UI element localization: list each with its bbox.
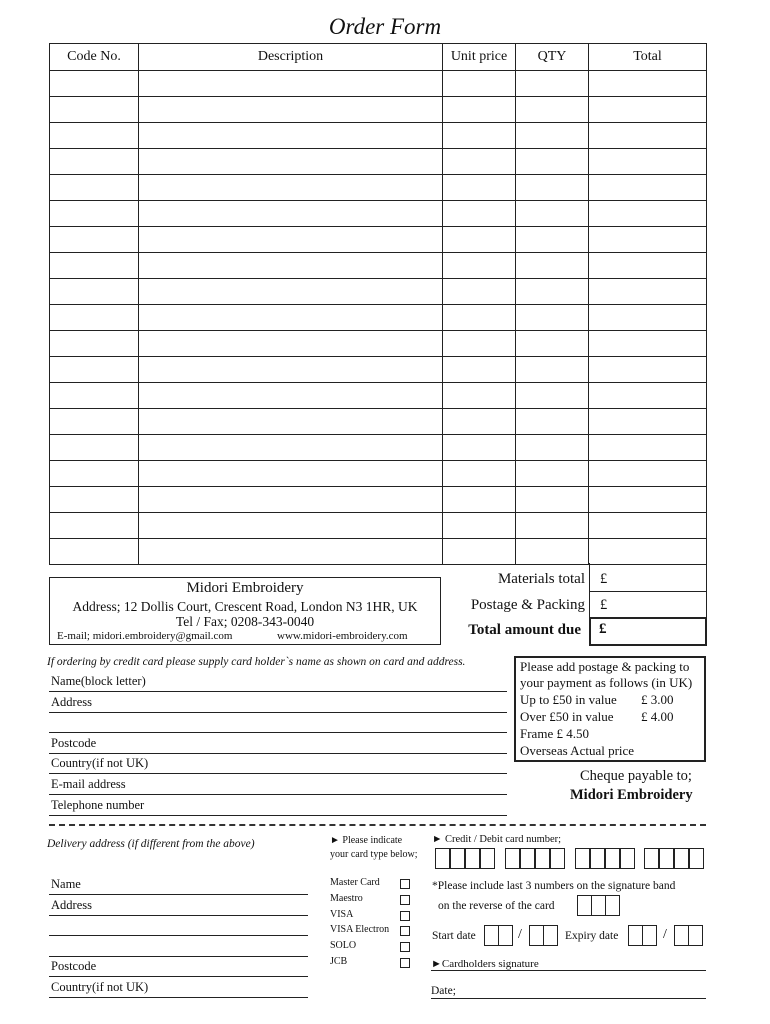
cell-total[interactable]: [589, 487, 707, 513]
cell-qty[interactable]: [516, 331, 589, 357]
card-type-checkbox[interactable]: [400, 879, 410, 889]
cell-qty[interactable]: [516, 279, 589, 305]
card-number-digit[interactable]: [435, 848, 450, 869]
card-number-digit[interactable]: [590, 848, 605, 869]
card-type-label: Maestro: [330, 892, 363, 904]
cell-unit-price[interactable]: [443, 513, 516, 539]
cell-qty[interactable]: [516, 175, 589, 201]
cell-total[interactable]: [589, 97, 707, 123]
start-month-1[interactable]: [484, 925, 499, 946]
cell-total[interactable]: [589, 461, 707, 487]
cell-code[interactable]: [50, 539, 139, 565]
date-label: Date;: [431, 985, 456, 997]
card-number-digit[interactable]: [505, 848, 520, 869]
card-number-digit[interactable]: [575, 848, 590, 869]
table-row: [50, 71, 707, 97]
cell-description[interactable]: [139, 487, 443, 513]
card-number-digit[interactable]: [620, 848, 635, 869]
cell-code[interactable]: [50, 357, 139, 383]
card-number-digit[interactable]: [659, 848, 674, 869]
cell-unit-price[interactable]: [443, 461, 516, 487]
cell-description[interactable]: [139, 175, 443, 201]
delivery-field-label: Name: [51, 877, 81, 891]
postage-frame: Frame £ 4.50: [520, 726, 589, 741]
table-row: [50, 97, 707, 123]
cell-description[interactable]: [139, 97, 443, 123]
cell-qty[interactable]: [516, 487, 589, 513]
cell-description[interactable]: [139, 253, 443, 279]
cell-code[interactable]: [50, 227, 139, 253]
cell-description[interactable]: [139, 513, 443, 539]
card-type-checkbox[interactable]: [400, 895, 410, 905]
security-note-2: on the reverse of the card: [438, 900, 555, 912]
customer-field-label: Address: [51, 694, 92, 709]
cell-unit-price[interactable]: [443, 305, 516, 331]
cell-description[interactable]: [139, 227, 443, 253]
cell-total[interactable]: [589, 513, 707, 539]
postage-line-1: Please add postage & packing to: [520, 659, 690, 674]
cell-unit-price[interactable]: [443, 435, 516, 461]
page-title: Order Form: [328, 14, 442, 39]
cell-qty[interactable]: [516, 253, 589, 279]
cell-total[interactable]: [589, 227, 707, 253]
security-digit-2[interactable]: [591, 895, 606, 916]
company-email: E-mail; midori.embroidery@gmail.com: [57, 630, 233, 642]
customer-field-line[interactable]: [49, 712, 507, 713]
cell-code[interactable]: [50, 279, 139, 305]
cell-code[interactable]: [50, 487, 139, 513]
cell-total[interactable]: [589, 201, 707, 227]
customer-field-line[interactable]: [49, 773, 507, 774]
cell-description[interactable]: [139, 331, 443, 357]
card-number-digit[interactable]: [674, 848, 689, 869]
cell-code[interactable]: [50, 201, 139, 227]
cell-code[interactable]: [50, 253, 139, 279]
cell-unit-price[interactable]: [443, 357, 516, 383]
card-number-digit[interactable]: [465, 848, 480, 869]
company-name: Midori Embroidery: [186, 580, 304, 596]
postage-row1-value: £ 3.00: [641, 692, 674, 707]
cell-qty[interactable]: [516, 383, 589, 409]
customer-field-label: Telephone number: [51, 797, 145, 812]
postage-line-2: your payment as follows (in UK): [520, 675, 693, 690]
date-line[interactable]: [431, 998, 706, 999]
cell-qty[interactable]: [516, 227, 589, 253]
security-note-1: *Please include last 3 numbers on the signature band: [432, 880, 676, 892]
expiry-month-1[interactable]: [628, 925, 643, 946]
cell-qty[interactable]: [516, 409, 589, 435]
card-type-checkbox[interactable]: [400, 958, 410, 968]
cell-unit-price[interactable]: [443, 279, 516, 305]
materials-total-currency: £: [600, 571, 608, 587]
delivery-field-line[interactable]: [49, 997, 308, 998]
table-row: [50, 383, 707, 409]
total-amount-currency: £: [599, 621, 607, 637]
card-type-label: SOLO: [330, 940, 357, 952]
company-address: Address; 12 Dollis Court, Crescent Road, London N3 1HR, UK: [72, 599, 418, 614]
cell-qty[interactable]: [516, 97, 589, 123]
start-month-2[interactable]: [498, 925, 513, 946]
table-row: [50, 357, 707, 383]
start-year-1[interactable]: [529, 925, 544, 946]
table-row: [50, 149, 707, 175]
table-row: [50, 539, 707, 565]
cell-total[interactable]: [589, 331, 707, 357]
card-number-digit[interactable]: [689, 848, 704, 869]
table-row: [50, 279, 707, 305]
card-type-prompt-1: ► Please indicate: [330, 835, 403, 846]
table-row: [50, 461, 707, 487]
totals-right-border: [706, 563, 707, 618]
cell-unit-price[interactable]: [443, 149, 516, 175]
delivery-label: Delivery address (if different from the above): [47, 838, 255, 850]
start-year-2[interactable]: [543, 925, 558, 946]
cell-qty[interactable]: [516, 435, 589, 461]
cell-unit-price[interactable]: [443, 409, 516, 435]
order-table: [49, 43, 707, 565]
cell-description[interactable]: [139, 539, 443, 565]
cell-qty[interactable]: [516, 123, 589, 149]
card-type-checkbox[interactable]: [400, 926, 410, 936]
col-header-total: Total: [589, 44, 707, 71]
customer-field-line[interactable]: [49, 691, 507, 692]
card-type-label: VISA: [330, 908, 354, 920]
cell-description[interactable]: [139, 71, 443, 97]
col-header-description: Description: [139, 44, 443, 71]
delivery-field-line[interactable]: [49, 935, 308, 936]
card-note: If ordering by credit card please supply card holder`s name as shown on card and address.: [47, 656, 466, 668]
cell-total[interactable]: [589, 305, 707, 331]
cell-description[interactable]: [139, 279, 443, 305]
cell-total[interactable]: [589, 149, 707, 175]
card-type-label: Master Card: [330, 877, 380, 888]
cell-qty[interactable]: [516, 357, 589, 383]
cell-description[interactable]: [139, 435, 443, 461]
card-type-checkbox[interactable]: [400, 911, 410, 921]
start-date-label: Start date: [432, 930, 476, 942]
cell-total[interactable]: [589, 435, 707, 461]
cell-code[interactable]: [50, 175, 139, 201]
cell-total[interactable]: [589, 123, 707, 149]
cell-code[interactable]: [50, 305, 139, 331]
cell-description[interactable]: [139, 461, 443, 487]
cell-unit-price[interactable]: [443, 97, 516, 123]
cheque-payee: Midori Embroidery: [570, 787, 693, 803]
cell-code[interactable]: [50, 97, 139, 123]
cell-unit-price[interactable]: [443, 487, 516, 513]
card-type-label: JCB: [330, 956, 348, 967]
card-type-label: VISA Electron: [330, 924, 390, 936]
customer-field-line[interactable]: [49, 732, 507, 733]
cell-code[interactable]: [50, 71, 139, 97]
card-type-prompt-2: your card type below;: [330, 849, 418, 860]
customer-field-label: Name(block letter): [51, 674, 146, 688]
customer-field-label: Postcode: [51, 735, 97, 750]
cell-unit-price[interactable]: [443, 383, 516, 409]
cell-code[interactable]: [50, 149, 139, 175]
total-amount-label: Total amount due: [468, 622, 581, 638]
delivery-field-line[interactable]: [49, 915, 308, 916]
signature-label: ►Cardholders signature: [431, 958, 539, 970]
col-header-qty: QTY: [516, 44, 589, 71]
signature-line[interactable]: [431, 970, 706, 971]
cell-unit-price[interactable]: [443, 227, 516, 253]
cell-qty[interactable]: [516, 461, 589, 487]
postage-label: Postage & Packing: [470, 597, 585, 613]
delivery-field-line[interactable]: [49, 956, 308, 957]
cell-code[interactable]: [50, 435, 139, 461]
table-row: [50, 123, 707, 149]
table-row: [50, 201, 707, 227]
cell-qty[interactable]: [516, 513, 589, 539]
cell-description[interactable]: [139, 201, 443, 227]
table-row: [50, 435, 707, 461]
totals-line-1: [589, 591, 706, 592]
delivery-field-line[interactable]: [49, 976, 308, 977]
table-row: [50, 253, 707, 279]
table-row: [50, 487, 707, 513]
cell-code[interactable]: [50, 409, 139, 435]
cell-code[interactable]: [50, 513, 139, 539]
cell-description[interactable]: [139, 149, 443, 175]
cell-total[interactable]: [589, 71, 707, 97]
cell-qty[interactable]: [516, 149, 589, 175]
cell-total[interactable]: [589, 383, 707, 409]
table-row: [50, 331, 707, 357]
cell-description[interactable]: [139, 305, 443, 331]
cell-unit-price[interactable]: [443, 539, 516, 565]
delivery-field-label: Postcode: [51, 959, 97, 974]
company-tel: Tel / Fax; 0208-343-0040: [175, 614, 315, 629]
cell-unit-price[interactable]: [443, 331, 516, 357]
card-number-digit[interactable]: [520, 848, 535, 869]
card-number-digit[interactable]: [605, 848, 620, 869]
cell-unit-price[interactable]: [443, 201, 516, 227]
card-number-digit[interactable]: [535, 848, 550, 869]
security-digit-3[interactable]: [605, 895, 620, 916]
cell-unit-price[interactable]: [443, 71, 516, 97]
customer-field-line[interactable]: [49, 815, 507, 816]
cell-total[interactable]: [589, 539, 707, 565]
card-number-digit[interactable]: [550, 848, 565, 869]
table-row: [50, 409, 707, 435]
customer-field-label: Country(if not UK): [51, 756, 149, 771]
expiry-date-label: Expiry date: [565, 930, 619, 942]
cell-code[interactable]: [50, 383, 139, 409]
table-row: [50, 513, 707, 539]
card-type-checkbox[interactable]: [400, 942, 410, 952]
cell-total[interactable]: [589, 175, 707, 201]
materials-total-label: Materials total: [497, 571, 585, 587]
postage-row2-value: £ 4.00: [641, 709, 674, 724]
cell-qty[interactable]: [516, 305, 589, 331]
expiry-year-1[interactable]: [674, 925, 689, 946]
cell-unit-price[interactable]: [443, 175, 516, 201]
table-row: [50, 175, 707, 201]
card-number-digit[interactable]: [644, 848, 659, 869]
section-divider: [49, 824, 706, 826]
expiry-year-2[interactable]: [688, 925, 703, 946]
cell-unit-price[interactable]: [443, 123, 516, 149]
start-date-separator: /: [518, 927, 522, 942]
cheque-label: Cheque payable to;: [580, 768, 692, 784]
cell-unit-price[interactable]: [443, 253, 516, 279]
expiry-date-separator: /: [663, 927, 667, 942]
customer-field-label: E-mail address: [51, 777, 126, 791]
table-header-row: [50, 44, 707, 71]
cell-code[interactable]: [50, 331, 139, 357]
card-number-digit[interactable]: [480, 848, 495, 869]
table-row: [50, 305, 707, 331]
security-digit-1[interactable]: [577, 895, 592, 916]
col-header-unit-price: Unit price: [443, 44, 516, 71]
cell-total[interactable]: [589, 279, 707, 305]
cell-description[interactable]: [139, 357, 443, 383]
cell-code[interactable]: [50, 123, 139, 149]
cell-description[interactable]: [139, 123, 443, 149]
card-number-digit[interactable]: [450, 848, 465, 869]
postage-row1-label: Up to £50 in value: [520, 692, 617, 707]
postage-currency: £: [600, 597, 608, 613]
customer-field-line[interactable]: [49, 794, 507, 795]
postage-row2-label: Over £50 in value: [520, 709, 614, 724]
card-number-label: ► Credit / Debit card number;: [432, 834, 562, 845]
delivery-field-label: Country(if not UK): [51, 980, 149, 994]
cell-description[interactable]: [139, 409, 443, 435]
cell-qty[interactable]: [516, 71, 589, 97]
table-row: [50, 227, 707, 253]
cell-total[interactable]: [589, 357, 707, 383]
cell-code[interactable]: [50, 461, 139, 487]
cell-total[interactable]: [589, 409, 707, 435]
delivery-field-line[interactable]: [49, 894, 308, 895]
cell-qty[interactable]: [516, 539, 589, 565]
cell-qty[interactable]: [516, 201, 589, 227]
cell-description[interactable]: [139, 383, 443, 409]
expiry-month-2[interactable]: [642, 925, 657, 946]
company-website: www.midori-embroidery.com: [277, 630, 408, 642]
cell-total[interactable]: [589, 253, 707, 279]
postage-overseas: Overseas Actual price: [520, 743, 635, 758]
delivery-field-label: Address: [51, 897, 92, 912]
customer-field-line[interactable]: [49, 753, 507, 754]
col-header-code: Code No.: [50, 44, 139, 71]
